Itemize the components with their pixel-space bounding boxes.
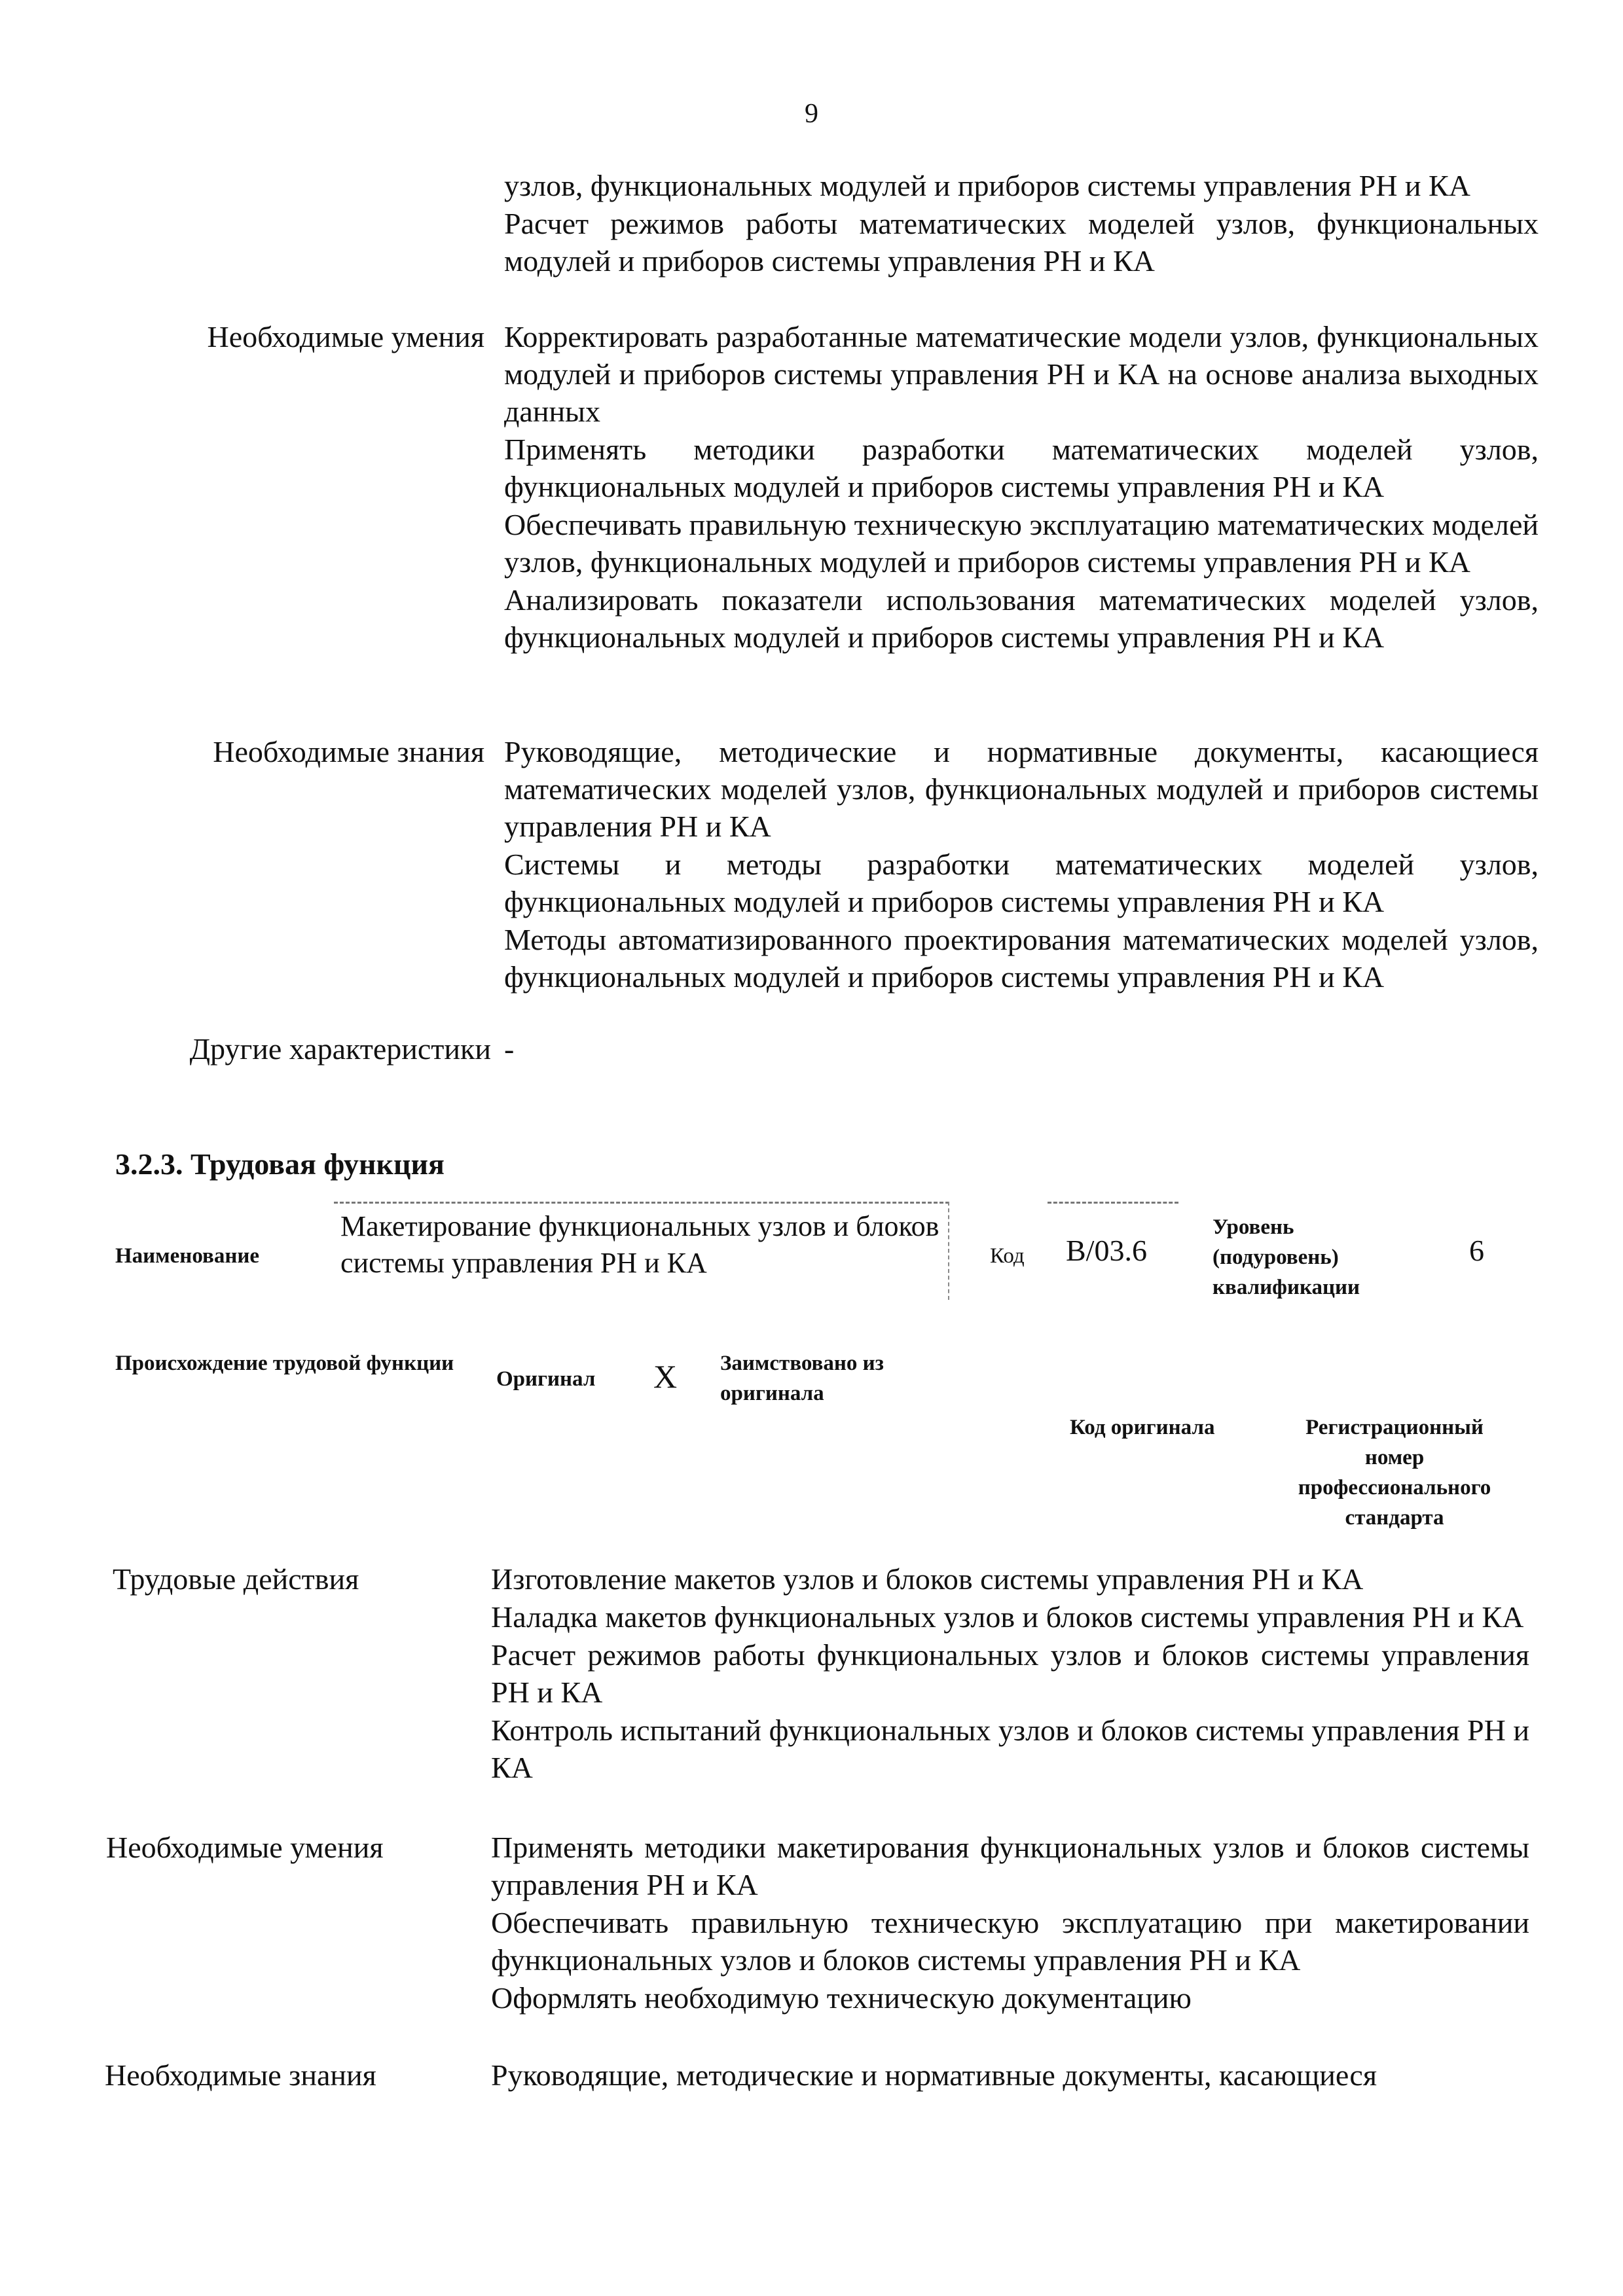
- code-box-top-border: [1048, 1202, 1178, 1204]
- level-label: Уровень (подуровень) квалификации: [1213, 1215, 1360, 1299]
- list-item: Методы автоматизированного проектирования математических моделей узлов, функциональных модулей и приборов системы управления РН и КА: [504, 923, 1539, 994]
- skills-list: [504, 318, 1539, 656]
- list-item: Расчет режимов работы математических моделей узлов, функциональных модулей и приборов системы управления РН и КА: [504, 207, 1539, 278]
- upper-continuation: [504, 167, 1539, 280]
- list-item: узлов, функциональных модулей и приборов системы управления РН и КА: [504, 169, 1470, 202]
- list-item: Обеспечивать правильную техническую эксплуатацию математических моделей узлов, функциональных модулей и приборов системы управления РН и КА: [504, 508, 1539, 579]
- list-item: Обеспечивать правильную техническую эксплуатацию при макетировании функциональных узлов и блоков системы управления РН и КА: [491, 1906, 1529, 1977]
- other-value: -: [504, 1032, 515, 1066]
- list-item: Изготовление макетов узлов и блоков системы управления РН и КА: [491, 1562, 1364, 1596]
- page-number: 9: [805, 99, 818, 129]
- list-item: Наладка макетов функциональных узлов и блоков системы управления РН и КА: [491, 1600, 1524, 1634]
- name-box-top-border: [334, 1202, 949, 1204]
- list-item: Применять методики макетирования функциональных узлов и блоков системы управления РН и КА: [491, 1831, 1529, 1901]
- code-original-label: Код оригинала: [1070, 1416, 1215, 1439]
- borrowed-label: Заимствовано из оригинала: [720, 1352, 884, 1405]
- list-item: Корректировать разработанные математические модели узлов, функциональных модулей и приборов системы управления РН и КА на основе анализа выходных данных: [504, 320, 1539, 428]
- original-mark: X: [653, 1358, 678, 1395]
- code-label: Код: [990, 1244, 1025, 1268]
- knowledge-list: [504, 733, 1539, 996]
- list-item: Системы и методы разработки математических моделей узлов, функциональных модулей и приборов системы управления РН и КА: [504, 848, 1539, 918]
- other-label: Другие характеристики: [189, 1032, 491, 1066]
- name-box-right-border: [948, 1202, 949, 1300]
- list-item: Контроль испытаний функциональных узлов и блоков системы управления РН и КА: [491, 1713, 1529, 1784]
- code-value: B/03.6: [1066, 1234, 1147, 1267]
- list-item: Анализировать показатели использования математических моделей узлов, функциональных модулей и приборов системы управления РН и КА: [504, 583, 1539, 654]
- origin-label: Происхождение трудовой функции: [115, 1352, 454, 1375]
- knowledge-list: [491, 2056, 1529, 2094]
- knowledge-label: Необходимые знания: [213, 735, 484, 768]
- reg-number-label: Регистрационный номер профессионального стандарта: [1298, 1416, 1491, 1530]
- actions-list: [491, 1560, 1529, 1787]
- function-name: Макетирование функциональных узлов и блоков системы управления РН и КА: [340, 1210, 939, 1279]
- list-item: Расчет режимов работы функциональных узлов и блоков системы управления РН и КА: [491, 1638, 1529, 1709]
- name-label: Наименование: [115, 1244, 259, 1268]
- skills-label: Необходимые умения: [207, 320, 484, 353]
- actions-label: Трудовые действия: [113, 1562, 359, 1596]
- list-item: Оформлять необходимую техническую документацию: [491, 1981, 1192, 2015]
- skills-label: Необходимые умения: [106, 1831, 384, 1864]
- list-item: Руководящие, методические и нормативные документы, касающиеся: [491, 2058, 1377, 2092]
- section-heading: 3.2.3. Трудовая функция: [115, 1147, 445, 1181]
- knowledge-label: Необходимые знания: [105, 2058, 376, 2092]
- level-value: 6: [1469, 1234, 1484, 1267]
- original-label: Оригинал: [496, 1367, 596, 1391]
- list-item: Применять методики разработки математических моделей узлов, функциональных модулей и приборов системы управления РН и КА: [504, 433, 1539, 503]
- skills-list: [491, 1829, 1529, 2017]
- list-item: Руководящие, методические и нормативные документы, касающиеся математических моделей узлов, функциональных модулей и приборов системы управления РН и КА: [504, 735, 1539, 843]
